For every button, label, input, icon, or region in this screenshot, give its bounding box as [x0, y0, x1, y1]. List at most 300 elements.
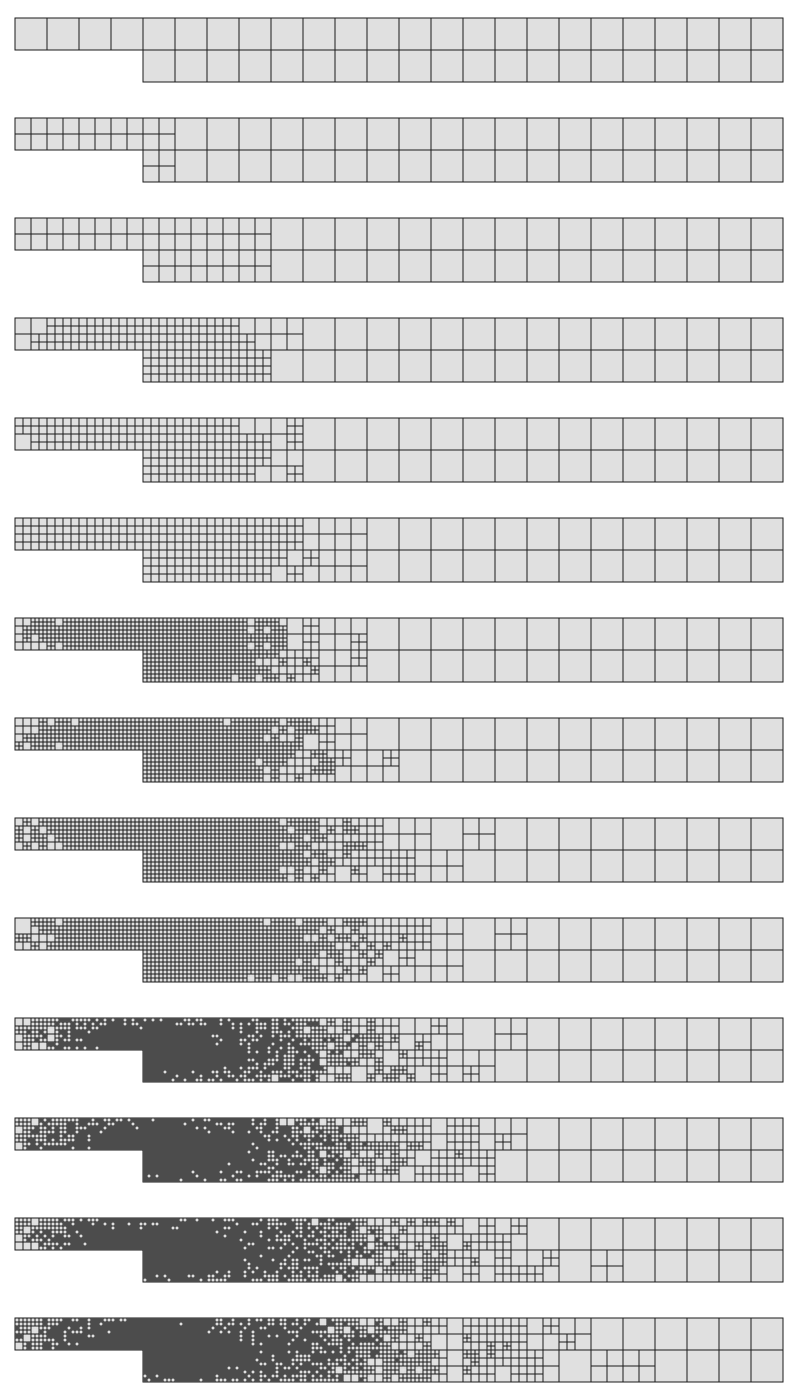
mesh-cell [43, 846, 47, 850]
mesh-cell [171, 946, 175, 950]
mesh-cell [91, 626, 95, 630]
mesh-cell [167, 870, 171, 874]
mesh-cell [287, 550, 303, 566]
mesh-cell [215, 534, 223, 542]
mesh-cell [143, 566, 151, 574]
mesh-cell [243, 970, 247, 974]
mesh-cell [199, 826, 203, 830]
mesh-cell [431, 118, 463, 150]
mesh-cell [391, 966, 399, 974]
mesh-cell [119, 818, 123, 822]
mesh-cell [123, 730, 127, 734]
mesh-cell [103, 542, 111, 550]
mesh-cell [355, 866, 359, 870]
mesh-cell [263, 830, 267, 834]
mesh-cell [271, 722, 275, 726]
mesh-cell [343, 846, 347, 850]
mesh-cell [559, 218, 591, 250]
mesh-cell [227, 726, 231, 730]
mesh-cell [399, 834, 415, 850]
mesh-cell [175, 674, 179, 678]
mesh-cell [243, 918, 247, 922]
mesh-cell [139, 722, 143, 726]
mesh-cell [15, 1018, 23, 1026]
mesh-cell [335, 50, 367, 82]
mesh-cell [143, 974, 147, 978]
mesh-cell [243, 750, 247, 754]
mesh-cell [207, 822, 211, 826]
mesh-cell [147, 874, 151, 878]
mesh-cell [271, 926, 275, 930]
mesh-cell [211, 942, 215, 946]
mesh-cell [23, 642, 31, 650]
mesh-cell [307, 826, 311, 830]
mesh-cell [127, 318, 135, 326]
mesh-cell [31, 918, 35, 922]
mesh-cell [147, 930, 151, 934]
mesh-cell [391, 918, 399, 926]
mesh-cell [175, 918, 179, 922]
mesh-cell [247, 450, 255, 458]
mesh-cell [159, 442, 167, 450]
mesh-cell [95, 426, 103, 434]
mesh-cell [203, 922, 207, 926]
mesh-cell [79, 718, 83, 722]
mesh-cell [355, 926, 359, 930]
mesh-cell [135, 738, 139, 742]
mesh-cell [103, 742, 107, 746]
mesh-cell [155, 946, 159, 950]
mesh-cell [127, 834, 131, 838]
mesh-cell [111, 718, 115, 722]
mesh-cell [191, 966, 195, 970]
mesh-cell [407, 926, 415, 934]
mesh-cell [251, 830, 255, 834]
mesh-cell [283, 742, 287, 746]
mesh-cell [175, 826, 179, 830]
mesh-cell [391, 974, 399, 982]
mesh-cell [235, 966, 239, 970]
mesh-cell [295, 742, 299, 746]
mesh-cell [183, 334, 191, 342]
mesh-cell [119, 822, 123, 826]
mesh-cell [463, 418, 495, 450]
mesh-cell [271, 618, 275, 622]
mesh-cell [191, 450, 199, 458]
mesh-cell [343, 758, 351, 766]
mesh-cell [119, 646, 123, 650]
mesh-cell [211, 646, 215, 650]
mesh-cell [287, 526, 295, 534]
mesh-cell [239, 846, 243, 850]
mesh-cell [351, 666, 367, 682]
mesh-cell [187, 666, 191, 670]
mesh-cell [75, 634, 79, 638]
mesh-cell [299, 926, 303, 930]
mesh-cell [131, 846, 135, 850]
mesh-cell [23, 826, 31, 834]
mesh-cell [47, 642, 51, 646]
mesh-cell [43, 918, 47, 922]
mesh-cell [291, 922, 295, 926]
mesh-cell [303, 418, 335, 450]
mesh-cell [243, 866, 247, 870]
mesh-cell [267, 930, 271, 934]
mesh-cell [311, 558, 319, 566]
mesh-cell [251, 958, 255, 962]
mesh-cell [131, 834, 135, 838]
mesh-cell [271, 874, 275, 878]
mesh-cell [275, 830, 279, 834]
mesh-cell [175, 418, 183, 426]
mesh-cell [171, 618, 175, 622]
mesh-cell [271, 334, 287, 350]
mesh-cell [75, 946, 79, 950]
mesh-cell [179, 946, 183, 950]
mesh-cell [91, 930, 95, 934]
mesh-cell [107, 734, 111, 738]
mesh-cell [223, 526, 231, 534]
mesh-cell [199, 762, 203, 766]
mesh-cell [223, 954, 227, 958]
mesh-cell [191, 874, 195, 878]
mesh-cell [171, 858, 175, 862]
mesh-cell [267, 934, 271, 938]
mesh-cell [159, 842, 163, 846]
mesh-cell [207, 950, 211, 954]
mesh-cell [247, 858, 251, 862]
mesh-cell [207, 466, 215, 474]
mesh-cell [235, 978, 239, 982]
mesh-cell [155, 778, 159, 782]
mesh-cell [335, 550, 351, 566]
mesh-cell [239, 450, 247, 458]
mesh-cell [235, 922, 239, 926]
mesh-cell [327, 766, 331, 770]
mesh-cell [247, 650, 251, 654]
mesh-cell [147, 970, 151, 974]
mesh-cell [751, 418, 783, 450]
mesh-cell [271, 750, 275, 754]
mesh-cell [87, 342, 95, 350]
mesh-cell [127, 134, 143, 150]
mesh-cell [95, 118, 111, 134]
mesh-cell [111, 746, 115, 750]
mesh-cell [183, 818, 187, 822]
mesh-cell [63, 1022, 67, 1026]
mesh-cell [171, 630, 175, 634]
mesh-cell [115, 742, 119, 746]
mesh-cell [687, 118, 719, 150]
mesh-cell [263, 654, 267, 658]
mesh-cell [239, 922, 243, 926]
mesh-cell [31, 118, 47, 134]
mesh-cell [495, 750, 527, 782]
mesh-cell [199, 970, 203, 974]
mesh-cell [235, 866, 239, 870]
mesh-cell [127, 846, 131, 850]
mesh-cell [227, 634, 231, 638]
mesh-cell [247, 674, 251, 678]
mesh-cell [151, 730, 155, 734]
mesh-cell [95, 722, 99, 726]
mesh-cell [367, 50, 399, 82]
mesh-cell [87, 1018, 91, 1022]
mesh-cell [179, 774, 183, 778]
mesh-cell [207, 118, 239, 150]
mesh-cell [235, 878, 239, 882]
mesh-cell [243, 746, 247, 750]
mesh-cell [207, 846, 211, 850]
mesh-cell [259, 962, 263, 966]
mesh-cell [167, 318, 175, 326]
mesh-cell [155, 738, 159, 742]
mesh-cell [403, 934, 407, 938]
mesh-cell [423, 926, 431, 934]
mesh-cell [367, 218, 399, 250]
mesh-cell [151, 826, 155, 830]
mesh-cell [623, 350, 655, 382]
mesh-cell [171, 666, 175, 670]
mesh-cell [159, 738, 163, 742]
mesh-cell [323, 850, 327, 854]
mesh-cell [235, 638, 239, 642]
mesh-cell [227, 658, 231, 662]
mesh-cell [243, 658, 247, 662]
mesh-cell [199, 746, 203, 750]
mesh-cell [255, 926, 259, 930]
mesh-cell [187, 858, 191, 862]
mesh-frame-7 [15, 618, 783, 682]
mesh-cell [251, 946, 255, 950]
mesh-cell [159, 850, 163, 854]
mesh-cell [219, 722, 223, 726]
mesh-cell [263, 642, 271, 650]
mesh-cell [207, 926, 211, 930]
mesh-cell [391, 942, 399, 950]
mesh-cell [19, 938, 23, 942]
mesh-cell [223, 574, 231, 582]
mesh-cell [559, 918, 591, 950]
mesh-cell [339, 962, 343, 966]
mesh-cell [239, 750, 243, 754]
mesh-cell [87, 622, 91, 626]
mesh-cell [159, 922, 163, 926]
mesh-cell [267, 838, 271, 842]
mesh-cell [463, 918, 495, 950]
mesh-cell [127, 622, 131, 626]
mesh-cell [247, 638, 251, 642]
mesh-cell [179, 730, 183, 734]
mesh-cell [319, 918, 323, 922]
mesh-cell [247, 762, 251, 766]
mesh-cell [239, 442, 247, 450]
mesh-cell [143, 646, 147, 650]
mesh-cell [223, 870, 227, 874]
mesh-cell [203, 934, 207, 938]
mesh-cell [123, 646, 127, 650]
mesh-cell [319, 566, 335, 582]
mesh-cell [215, 734, 219, 738]
mesh-cell [315, 822, 319, 826]
mesh-cell [275, 846, 279, 850]
mesh-cell [323, 978, 327, 982]
mesh-cell [195, 846, 199, 850]
mesh-cell [75, 822, 79, 826]
mesh-cell [259, 878, 263, 882]
mesh-cell [131, 630, 135, 634]
mesh-cell [367, 946, 371, 950]
mesh-cell [119, 418, 127, 426]
mesh-cell [127, 526, 135, 534]
mesh-cell [171, 670, 175, 674]
mesh-cell [143, 758, 147, 762]
mesh-cell [271, 878, 275, 882]
mesh-cell [179, 766, 183, 770]
mesh-cell [159, 418, 167, 426]
mesh-cell [343, 922, 347, 926]
mesh-cell [195, 762, 199, 766]
mesh-cell [623, 618, 655, 650]
mesh-cell [83, 734, 87, 738]
mesh-cell [331, 758, 335, 762]
mesh-cell [143, 718, 147, 722]
mesh-cell [163, 846, 167, 850]
mesh-cell [31, 626, 35, 630]
mesh-cell [115, 630, 119, 634]
mesh-cell [15, 826, 19, 830]
mesh-cell [175, 866, 179, 870]
mesh-cell [255, 638, 259, 642]
mesh-cell [299, 866, 303, 870]
mesh-cell [51, 930, 55, 934]
mesh-cell [183, 366, 191, 374]
mesh-cell [167, 350, 175, 358]
mesh-cell [255, 358, 263, 366]
mesh-cell [215, 762, 219, 766]
mesh-cell [239, 434, 247, 442]
mesh-cell [343, 750, 351, 758]
mesh-cell [223, 974, 227, 978]
mesh-cell [159, 762, 163, 766]
mesh-cell [283, 642, 287, 646]
mesh-cell [91, 634, 95, 638]
mesh-cell [279, 726, 283, 730]
mesh-cell [327, 718, 335, 726]
mesh-cell [203, 738, 207, 742]
mesh-cell [227, 846, 231, 850]
mesh-cell [151, 670, 155, 674]
mesh-cell [383, 974, 391, 982]
mesh-cell [327, 734, 335, 742]
mesh-cell [383, 926, 391, 934]
mesh-cell [495, 118, 527, 150]
mesh-cell [155, 630, 159, 634]
mesh-cell [223, 726, 227, 730]
mesh-cell [67, 846, 71, 850]
mesh-cell [159, 946, 163, 950]
mesh-cell [187, 678, 191, 682]
mesh-cell [271, 718, 275, 722]
mesh-cell [143, 542, 151, 550]
mesh-cell [335, 966, 343, 974]
mesh-cell [303, 846, 307, 850]
mesh-cell [247, 742, 251, 746]
mesh-cell [83, 722, 87, 726]
mesh-cell [23, 726, 31, 734]
mesh-cell [155, 734, 159, 738]
mesh-cell [83, 622, 87, 626]
mesh-cell [199, 958, 203, 962]
mesh-cell [279, 818, 287, 826]
mesh-cell [159, 926, 163, 930]
mesh-cell [107, 846, 111, 850]
mesh-cell [179, 734, 183, 738]
mesh-cell [559, 518, 591, 550]
mesh-cell [559, 118, 591, 150]
mesh-cell [235, 970, 239, 974]
mesh-cell [255, 374, 263, 382]
mesh-cell [155, 818, 159, 822]
mesh-cell [103, 918, 107, 922]
mesh-cell [131, 838, 135, 842]
mesh-cell [399, 858, 407, 866]
mesh-cell [239, 746, 243, 750]
mesh-cell [215, 858, 219, 862]
mesh-cell [287, 318, 303, 334]
mesh-cell [235, 634, 239, 638]
mesh-cell [51, 1046, 55, 1050]
mesh-cell [203, 974, 207, 978]
mesh-cell [167, 938, 171, 942]
mesh-cell [319, 974, 323, 978]
mesh-cell [191, 542, 199, 550]
mesh-cell [363, 970, 367, 974]
mesh-cell [287, 946, 291, 950]
mesh-cell [263, 942, 267, 946]
mesh-cell [163, 622, 167, 626]
mesh-cell [431, 918, 447, 934]
mesh-cell [15, 1034, 23, 1042]
mesh-cell [275, 918, 279, 922]
mesh-cell [203, 818, 207, 822]
mesh-cell [235, 962, 239, 966]
mesh-cell [183, 874, 187, 878]
mesh-cell [243, 962, 247, 966]
mesh-cell [295, 974, 303, 982]
mesh-cell [71, 926, 75, 930]
mesh-cell [143, 550, 151, 558]
mesh-cell [751, 250, 783, 282]
mesh-cell [151, 358, 159, 366]
mesh-cell [275, 942, 279, 946]
mesh-cell [143, 642, 147, 646]
mesh-cell [187, 778, 191, 782]
mesh-cell [527, 450, 559, 482]
mesh-cell [407, 874, 415, 882]
mesh-cell [215, 738, 219, 742]
mesh-cell [359, 958, 367, 966]
mesh-cell [183, 626, 187, 630]
mesh-cell [383, 750, 391, 758]
mesh-cell [223, 838, 227, 842]
mesh-cell [103, 930, 107, 934]
mesh-cell [231, 762, 235, 766]
mesh-cell [211, 754, 215, 758]
mesh-cell [43, 926, 47, 930]
mesh-cell [527, 318, 559, 350]
mesh-cell [527, 250, 559, 282]
